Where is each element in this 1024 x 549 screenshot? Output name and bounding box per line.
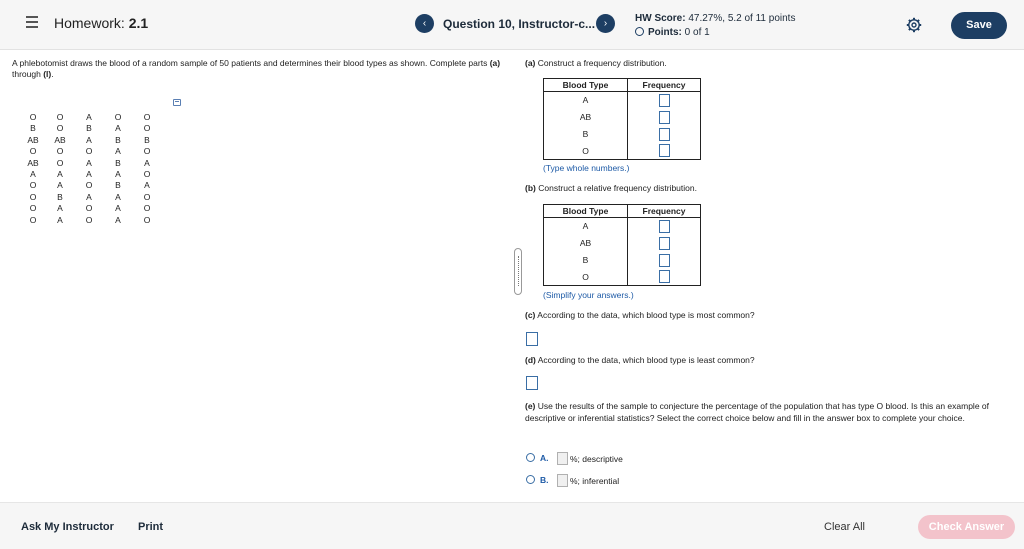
gear-icon[interactable] xyxy=(906,17,922,33)
blood-type-value: A xyxy=(86,191,92,202)
points-circle-icon xyxy=(635,27,644,36)
part-e-prompt: (e) Use the results of the sample to conjecture the percentage of the population that has type O blood. Is this an example of descriptive or inferential statistics? Select the correct choice below and fill in the answer box to complete your choice. xyxy=(525,401,989,423)
blood-type-value: AB xyxy=(27,157,39,168)
option-a-percent-input[interactable] xyxy=(557,452,568,465)
blood-type-value: B xyxy=(30,123,36,134)
blood-type-value: A xyxy=(115,191,121,202)
blood-type-value: O xyxy=(29,191,37,202)
blood-type-value: B xyxy=(115,180,121,191)
next-question-button[interactable] xyxy=(596,14,615,33)
blood-type-value: AB xyxy=(27,134,39,145)
blood-type-value: B xyxy=(144,134,150,145)
blood-type-value: A xyxy=(57,214,63,225)
blood-type-value: O xyxy=(143,123,151,134)
least-common-input[interactable] xyxy=(526,376,538,390)
table-row: O xyxy=(544,143,701,160)
blood-type-value: O xyxy=(29,146,37,157)
column-header-frequency: Frequency xyxy=(628,79,701,92)
bottom-bar xyxy=(0,502,1024,549)
relative-frequency-input-ab[interactable] xyxy=(659,237,670,250)
frequency-input-o[interactable] xyxy=(659,144,670,157)
table-row: AB xyxy=(544,109,701,126)
blood-type-value: A xyxy=(115,146,121,157)
blood-type-value: A xyxy=(86,134,92,145)
blood-type-value: O xyxy=(85,146,93,157)
blood-type-value: B xyxy=(57,191,63,202)
blood-type-value: A xyxy=(144,157,150,168)
relative-frequency-input-o[interactable] xyxy=(659,270,670,283)
frequency-input-a[interactable] xyxy=(659,94,670,107)
blood-type-value: O xyxy=(143,146,151,157)
problem-statement: A phlebotomist draws the blood of a random sample of 50 patients and determines their blood types as shown. Complete parts (a) through (l). xyxy=(12,58,501,79)
blood-type-value: O xyxy=(85,214,93,225)
part-b-hint: (Simplify your answers.) xyxy=(543,290,634,300)
chevron-right-icon: › xyxy=(603,18,608,29)
table-row: B xyxy=(544,252,701,269)
part-c-prompt: (c) According to the data, which blood type is most common? xyxy=(525,310,755,320)
blood-type-value: O xyxy=(143,191,151,202)
option-a-letter: A. xyxy=(540,453,549,463)
blood-type-value: O xyxy=(143,112,151,122)
blood-type-value: A xyxy=(115,214,121,225)
option-b-letter: B. xyxy=(540,475,549,485)
blood-type-value: A xyxy=(115,203,121,214)
blood-type-value: A xyxy=(86,112,92,122)
column-header-frequency: Frequency xyxy=(628,205,701,218)
part-a-hint: (Type whole numbers.) xyxy=(543,163,630,173)
blood-type-value: O xyxy=(56,123,64,134)
previous-question-button[interactable] xyxy=(415,14,434,33)
print-link[interactable]: Print xyxy=(138,521,164,533)
blood-type-value: AB xyxy=(54,134,66,145)
blood-type-value: O xyxy=(143,169,151,179)
blood-type-value: O xyxy=(29,180,37,191)
question-title[interactable]: Question 10, Instructor-c... xyxy=(443,17,596,31)
blood-type-value: A xyxy=(30,169,36,179)
part-d-prompt: (d) According to the data, which blood type is least common? xyxy=(525,355,755,365)
blood-type-value: A xyxy=(144,180,150,191)
blood-type-value: A xyxy=(86,157,92,168)
blood-type-value: O xyxy=(56,112,64,122)
top-bar xyxy=(0,0,1024,50)
clear-all-button[interactable]: Clear All xyxy=(824,521,865,533)
points-value: 0 of 1 xyxy=(684,27,710,38)
table-row: A xyxy=(544,218,701,235)
blood-type-value: A xyxy=(115,123,121,134)
column-header-blood-type: Blood Type xyxy=(544,79,628,92)
option-b-radio[interactable] xyxy=(526,475,535,484)
blood-type-value: O xyxy=(56,146,64,157)
blood-type-value: B xyxy=(115,157,121,168)
relative-frequency-input-b[interactable] xyxy=(659,254,670,267)
pane-resize-handle[interactable] xyxy=(514,248,522,295)
save-button[interactable]: Save xyxy=(951,12,1007,39)
homework-title: Homework: 2.1 xyxy=(54,15,149,31)
frequency-input-b[interactable] xyxy=(659,128,670,141)
hw-score-value: 47.27%, 5.2 of 11 points xyxy=(688,13,796,24)
blood-type-value: O xyxy=(85,203,93,214)
relative-frequency-table xyxy=(543,204,701,286)
table-row: A xyxy=(544,92,701,109)
option-a-text: %; descriptive xyxy=(570,454,623,464)
score-panel: HW Score: 47.27%, 5.2 of 11 points Points: 0 of 1 xyxy=(635,13,796,38)
blood-type-value: A xyxy=(115,169,121,179)
blood-type-value: A xyxy=(57,169,63,179)
blood-type-value: A xyxy=(86,169,92,179)
chevron-left-icon: ‹ xyxy=(422,18,427,29)
blood-type-value: O xyxy=(143,203,151,214)
blood-type-value: A xyxy=(57,203,63,214)
blood-type-value: B xyxy=(115,134,121,145)
check-answer-button[interactable]: Check Answer xyxy=(918,515,1015,539)
frequency-input-ab[interactable] xyxy=(659,111,670,124)
menu-icon[interactable] xyxy=(26,16,38,26)
part-b-prompt: (b) Construct a relative frequency distribution. xyxy=(525,183,697,193)
blood-type-value: O xyxy=(143,214,151,225)
blood-type-value: O xyxy=(29,112,37,122)
ask-my-instructor-link[interactable]: Ask My Instructor xyxy=(21,521,114,533)
column-header-blood-type: Blood Type xyxy=(544,205,628,218)
option-a-radio[interactable] xyxy=(526,453,535,462)
blood-type-value: O xyxy=(56,157,64,168)
relative-frequency-input-a[interactable] xyxy=(659,220,670,233)
option-b-text: %; inferential xyxy=(570,476,620,486)
blood-type-value: B xyxy=(86,123,92,134)
frequency-table xyxy=(543,78,701,160)
copy-data-icon[interactable] xyxy=(173,99,181,106)
table-row: AB xyxy=(544,235,701,252)
blood-type-value: O xyxy=(29,203,37,214)
blood-type-value: O xyxy=(29,214,37,225)
blood-type-value: O xyxy=(85,180,93,191)
option-b-percent-input[interactable] xyxy=(557,474,568,487)
blood-type-value: O xyxy=(114,112,122,122)
table-row: B xyxy=(544,126,701,143)
most-common-input[interactable] xyxy=(526,332,538,346)
part-a-prompt: (a) Construct a frequency distribution. xyxy=(525,58,667,68)
table-row: O xyxy=(544,269,701,286)
blood-type-value: A xyxy=(57,180,63,191)
